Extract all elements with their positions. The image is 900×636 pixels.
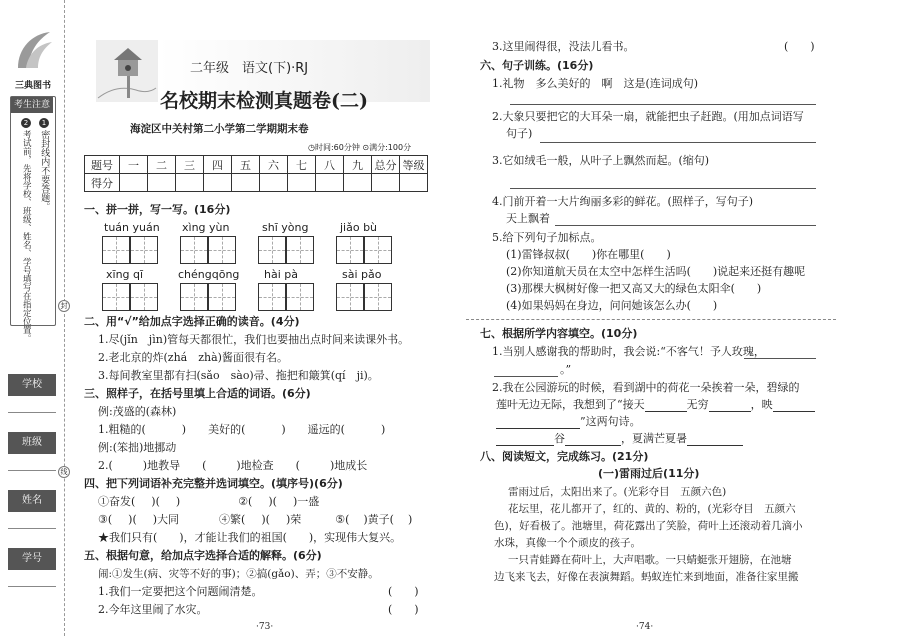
exam-title: 名校期末检测真题卷(二) [160, 90, 368, 112]
class-field[interactable] [8, 470, 56, 471]
q6-line-4: 4.门前开着一大片绚丽多彩的鲜花。(照样子，写句子) [492, 195, 754, 208]
q8-passage-title: (一)雷雨过后(11分) [598, 467, 700, 480]
pinyin-label: jiǎo bù [340, 221, 378, 234]
q7-line-3: 谷 ，夏满芒夏暑 [496, 432, 743, 446]
table-cell: 等级 [400, 156, 428, 174]
q6-line-5c: (3)那棵大枫树好像一把又高又大的绿色太阳伞( ) [506, 282, 762, 295]
pinyin-label: hài pà [264, 268, 298, 281]
score-cell[interactable] [204, 174, 232, 192]
q6-line-5b: (2)你知道航天员在太空中怎样生活吗( )说起来还挺有趣呢 [506, 265, 806, 278]
table-cell: 六 [260, 156, 288, 174]
writing-box[interactable] [102, 283, 130, 311]
q7-line-2a: 2.我在公园游玩的时候，看到湖中的荷花一朵挨着一朵，碧绿的 [492, 381, 800, 394]
answer-paren[interactable]: ( ) [388, 585, 419, 598]
q5-line-2: 2.今年这里闹了水灾。 [98, 603, 208, 616]
pinyin-label: sài pǎo [342, 268, 382, 281]
table-cell: 八 [316, 156, 344, 174]
score-table [84, 155, 428, 192]
answer-line[interactable] [744, 358, 816, 359]
writing-box[interactable] [364, 283, 392, 311]
writing-box[interactable] [336, 236, 364, 264]
student-id-label: 学号 [8, 548, 56, 570]
q2-line-1: 1.尽(jǐn jìn)管每天都很忙，我们也要抽出点时间来读课外书。 [98, 333, 410, 346]
table-cell: 题号 [85, 156, 120, 174]
answer-line[interactable] [555, 225, 816, 226]
table-cell: 总分 [372, 156, 400, 174]
writing-box[interactable] [286, 283, 314, 311]
table-cell: 三 [176, 156, 204, 174]
score-cell[interactable] [176, 174, 204, 192]
pinyin-label: chéngqōng [178, 268, 240, 281]
q6-heading: 六、句子训练。(16分) [480, 59, 594, 72]
seal-mark-feng: 封 [58, 300, 70, 312]
answer-line[interactable] [510, 104, 816, 105]
q5-definitions: 闹:①发生(病、灾等不好的事)；②搞(gǎo)、弄；③不安静。 [98, 568, 379, 580]
passage-line: 雷雨过后，太阳出来了。(光彩夺目 五颜六色) [508, 486, 727, 498]
score-cell[interactable] [316, 174, 344, 192]
q3-line-2: 2.( )地教导 ( )地检查 ( )地成长 [98, 459, 368, 472]
divider [466, 319, 836, 320]
q5-heading: 五、根据句意，给加点字选择合适的解释。(6分) [84, 549, 322, 562]
score-table-header-row [85, 156, 428, 174]
passage-line: 色)，好看极了。池塘里，荷花露出了笑脸，荷叶上还滚动着几滴小 [494, 520, 803, 532]
q5-line-1: 1.我们一定要把这个问题闹清楚。 [98, 585, 263, 598]
notice-title: 考生注意 [11, 97, 53, 113]
passage-line: 边飞来飞去，好像在表演舞蹈。蚂蚁连忙来到地面，准备往家里搬 [494, 571, 799, 583]
class-label: 班级 [8, 432, 56, 454]
school-label: 学校 [8, 374, 56, 396]
notice-item-2: 2 考试前，先将学校、班级、姓名、学号填写在指定位置。 [21, 119, 32, 343]
writing-box[interactable] [258, 236, 286, 264]
writing-box[interactable] [130, 283, 158, 311]
q7-heading: 七、根据所学内容填空。(10分) [480, 327, 638, 340]
notice-item-1: 1 密封线内不要答题。 [39, 119, 50, 211]
q3-line-1: 1.粗糙的( ) 美好的( ) 遥远的( ) [98, 423, 386, 436]
score-cell[interactable] [232, 174, 260, 192]
clock-icon: ◷ [308, 143, 315, 152]
q4-heading: 四、把下列词语补充完整并选词填空。(填序号)(6分) [84, 477, 343, 490]
grade-subject: 二年级 语文(下)·RJ [190, 61, 309, 76]
answer-line[interactable] [540, 142, 816, 143]
q4-row-3: ★我们只有( )，才能让我们的祖国( )，实现伟大复兴。 [98, 531, 402, 544]
q7-line-2b: 莲叶无边无际，我想到了“接天 无穷 ，映 [496, 398, 815, 412]
school-field[interactable] [8, 412, 56, 413]
publisher-logo-icon [12, 28, 54, 74]
table-cell: 五 [232, 156, 260, 174]
q1-heading: 一、拼一拼，写一写。(16分) [84, 203, 231, 216]
writing-box[interactable] [130, 236, 158, 264]
table-cell: 得分 [85, 174, 120, 192]
score-cell[interactable] [400, 174, 428, 192]
passage-line: 花坛里，花儿都开了，红的、黄的、粉的，(光彩夺目 五颜六 [508, 503, 796, 515]
writing-box[interactable] [336, 283, 364, 311]
seal-mark-xian: 线 [58, 466, 70, 478]
score-cell[interactable] [344, 174, 372, 192]
q2-line-3: 3.每间教室里都有扫(sǎo sào)帚、拖把和簸箕(qí ji)。 [98, 369, 379, 382]
student-id-field[interactable] [8, 586, 56, 587]
q3-heading: 三、照样子，在括号里填上合适的词语。(6分) [84, 387, 311, 400]
birdhouse-illustration-icon [96, 40, 158, 102]
q7-line-1: 1.当别人感谢我的帮助时，我会说:“不客气！予人玫瑰， [492, 345, 765, 358]
q6-line-2b: 句子) [506, 127, 533, 140]
q2-line-2: 2.老北京的炸(zhá zhà)酱面很有名。 [98, 351, 288, 364]
q3-example-1: 例:茂盛的(森林) [98, 405, 177, 418]
answer-paren[interactable]: ( ) [388, 603, 419, 616]
score-cell[interactable] [372, 174, 400, 192]
table-cell: 七 [288, 156, 316, 174]
q6-line-4b: 天上飘着 [506, 212, 550, 225]
passage-line: 水珠，真像一个个顽皮的孩子。 [494, 537, 641, 549]
name-label: 姓名 [8, 490, 56, 512]
q6-line-5a: (1)雷锋叔叔( )你在哪里( ) [506, 248, 671, 261]
q2-heading: 二、用“√”给加点字选择正确的读音。(4分) [84, 315, 300, 328]
q6-line-5: 5.给下列句子加标点。 [492, 231, 602, 244]
writing-box[interactable] [180, 236, 208, 264]
q6-line-1: 1.礼物 多么美好的 啊 这是(连词成句) [492, 77, 699, 90]
page-number-right: ·74· [636, 622, 654, 632]
exam-time: ◷时间:60分钟 ⊙满分:100分 [308, 143, 412, 152]
q6-line-2a: 2.大象只要把它的大耳朵一扇，就能把虫子赶跑。(用加点词语写 [492, 110, 804, 123]
q4-row-1: ①奋发( )( ) ②( )( )一盛 [98, 495, 320, 508]
score-cell[interactable] [288, 174, 316, 192]
exam-source: 海淀区中关村第二小学第二学期期末卷 [130, 123, 309, 135]
score-table-score-row [85, 174, 428, 192]
writing-box[interactable] [180, 283, 208, 311]
table-cell: 二 [148, 156, 176, 174]
writing-box[interactable] [364, 236, 392, 264]
q6-line-3: 3.它如绒毛一般，从叶子上飘然而起。(缩句) [492, 154, 710, 167]
name-field[interactable] [8, 528, 56, 529]
q5-line-3: 3.这里闹得很，没法儿看书。 [492, 40, 635, 53]
q7-line-2e: ”这两句诗。 [496, 415, 641, 429]
score-icon: ⊙ [362, 143, 370, 152]
pinyin-label: xīng qī [106, 268, 144, 281]
writing-box[interactable] [208, 283, 236, 311]
writing-box[interactable] [286, 236, 314, 264]
score-cell[interactable] [260, 174, 288, 192]
writing-box[interactable] [208, 236, 236, 264]
pinyin-label: shī yòng [262, 221, 309, 234]
table-cell: 四 [204, 156, 232, 174]
score-cell[interactable] [120, 174, 148, 192]
page-number-left: ·73· [256, 622, 274, 632]
q7-line-1b: 。” [560, 363, 572, 376]
q6-line-5d: (4)如果妈妈在身边，问问她该怎么办( ) [506, 299, 718, 312]
pinyin-label: tuán yuán [104, 221, 160, 234]
publisher-name: 三典图书 [14, 81, 51, 91]
answer-line[interactable] [494, 376, 558, 377]
answer-line[interactable] [510, 188, 816, 189]
writing-box[interactable] [258, 283, 286, 311]
q3-example-2: 例:(笨拙)地挪动 [98, 441, 177, 454]
score-cell[interactable] [148, 174, 176, 192]
writing-box[interactable] [102, 236, 130, 264]
pinyin-label: xìng yùn [182, 221, 230, 234]
answer-paren[interactable]: ( ) [784, 40, 815, 53]
q8-heading: 八、阅读短文，完成练习。(21分) [480, 450, 649, 463]
table-cell: 九 [344, 156, 372, 174]
table-cell: 一 [120, 156, 148, 174]
q4-row-2: ③( )( )大同 ④繁( )( )荣 ⑤( )黄子( ) [98, 513, 413, 526]
passage-line: 一只青蛙蹲在荷叶上，大声唱歌。一只蜻蜓张开翅膀，在池塘 [508, 554, 792, 566]
